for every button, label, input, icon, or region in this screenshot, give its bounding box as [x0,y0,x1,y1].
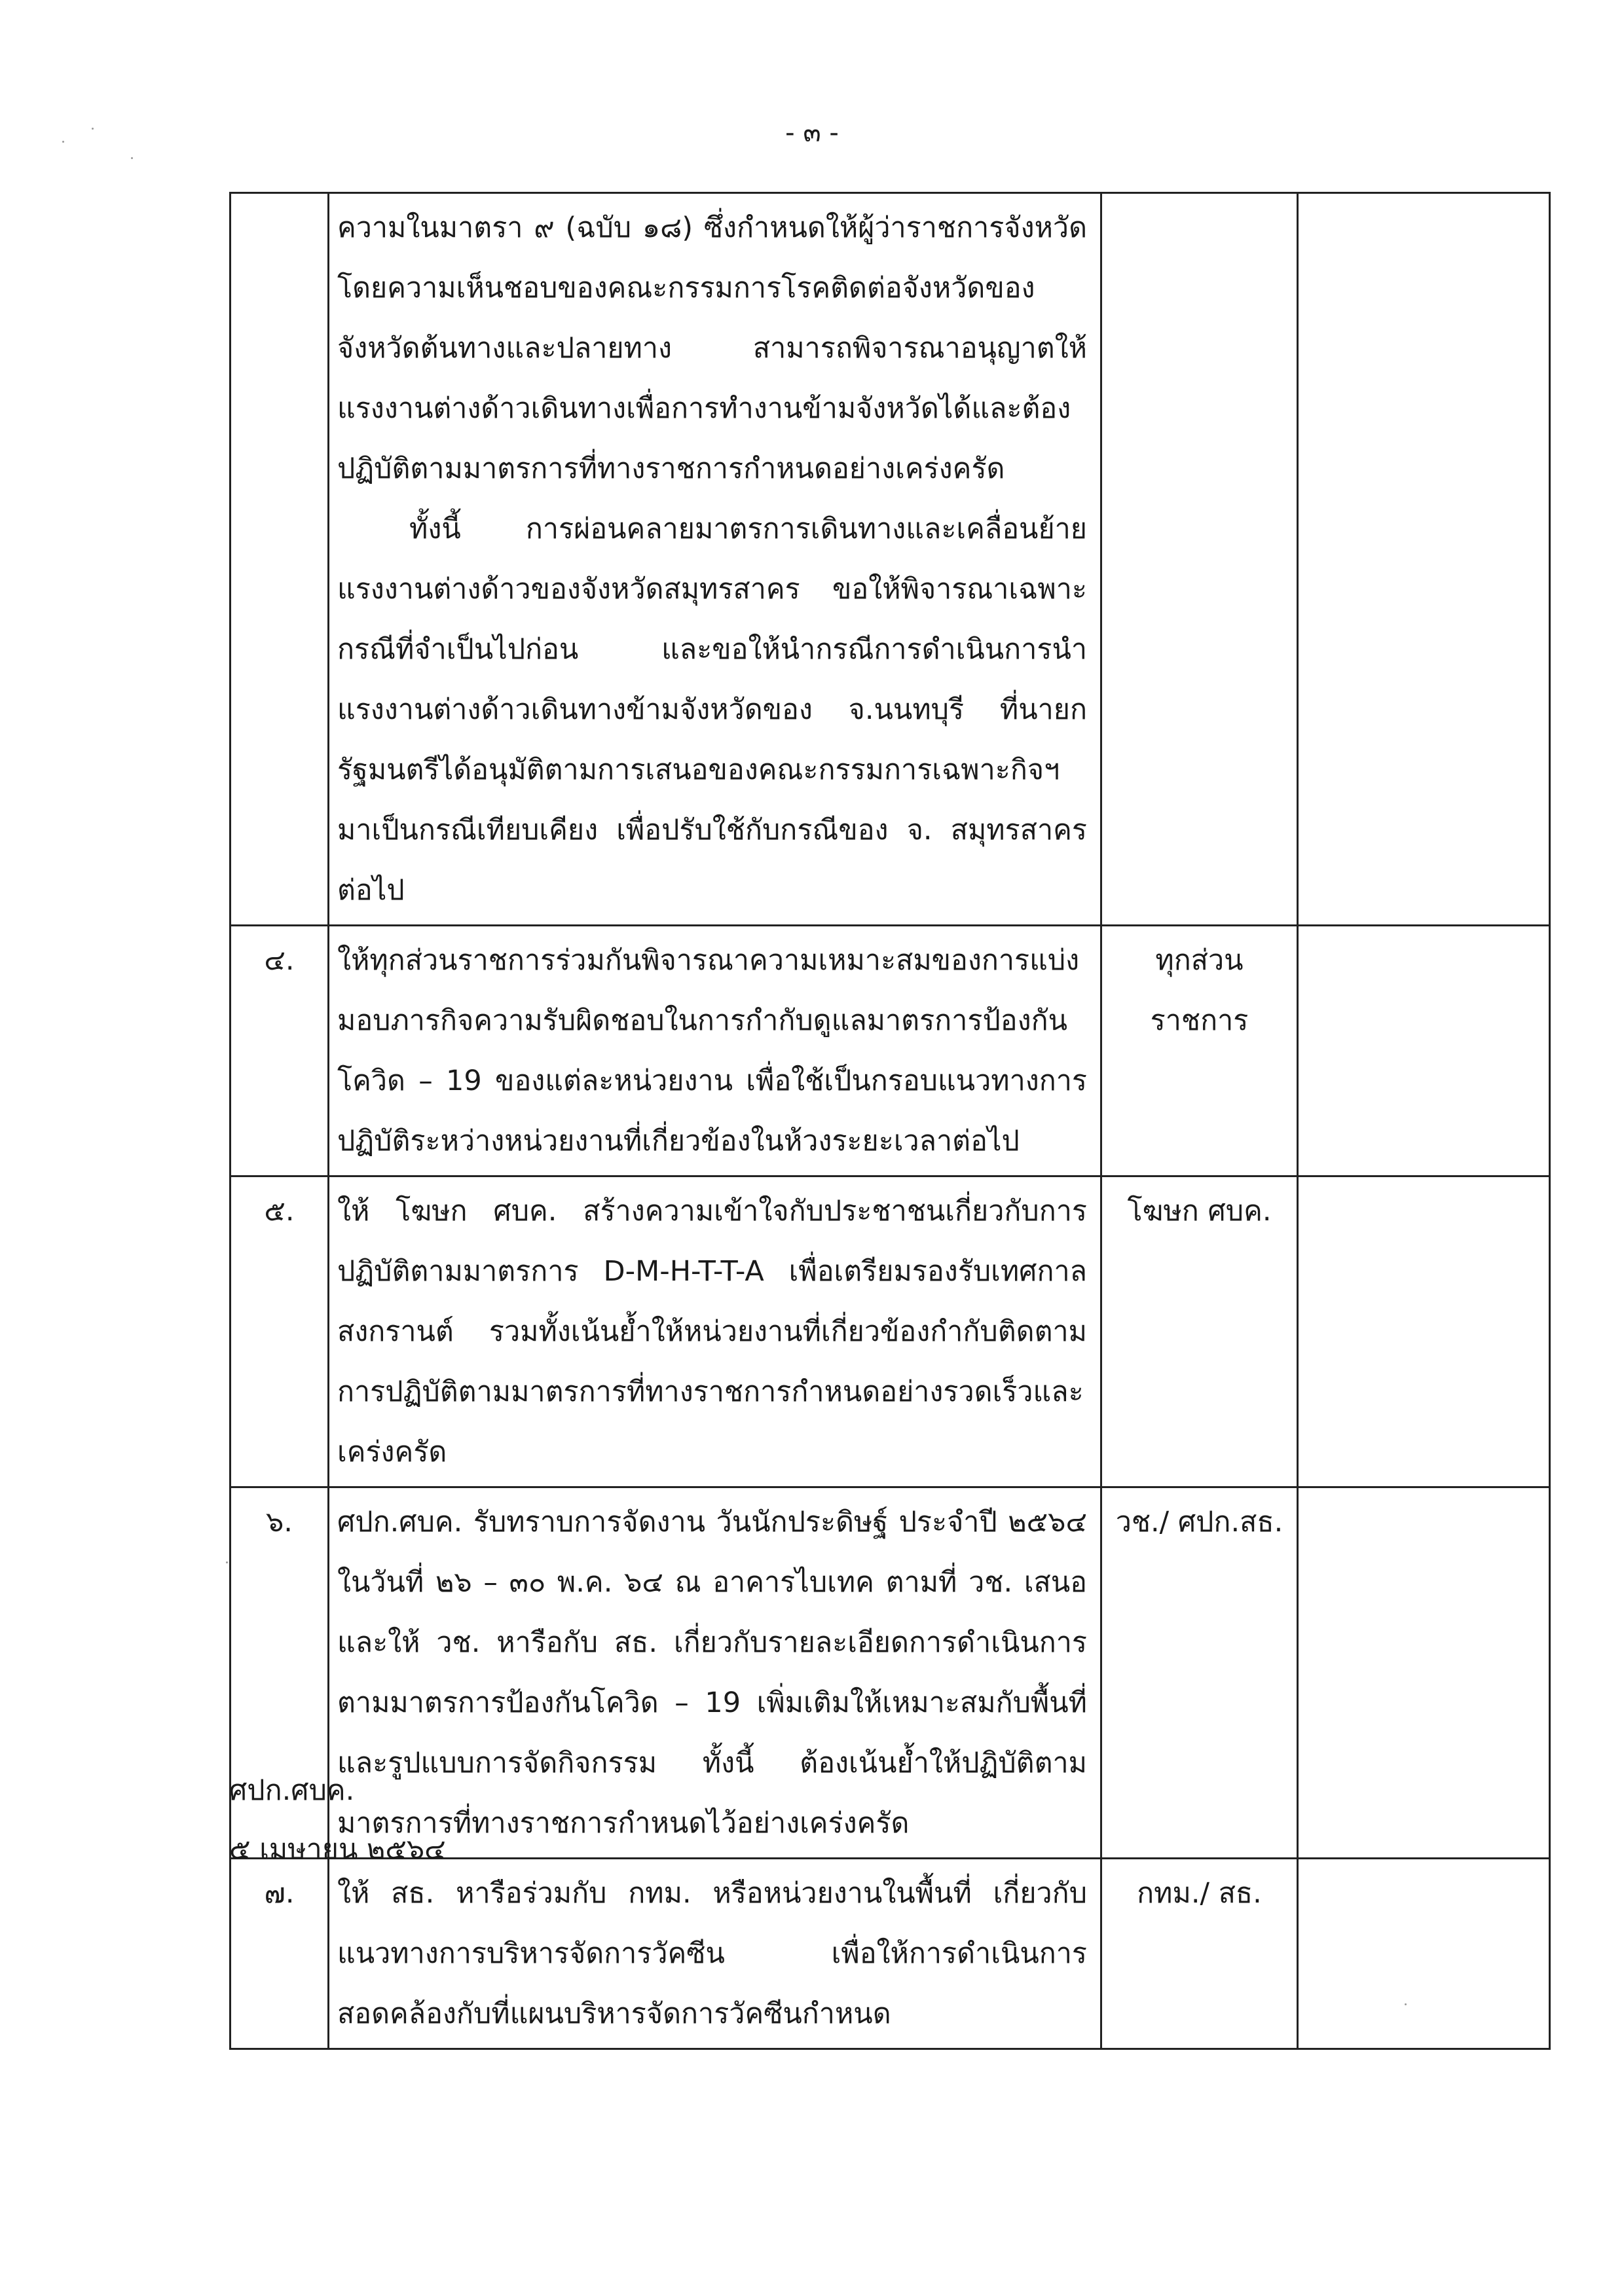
resolution-paragraph: ความในมาตรา ๙ (ฉบับ ๑๘) ซึ่งกำหนดให้ผู้ว่าราชการจังหวัดโดยความเห็นชอบของคณะกรรมการโรคติดต่อจังหวัดของจังหวัดต้นทางและปลายทาง สามารถพิจารณาอนุญาตให้แรงงานต่างด้าวเดินทางเพื่อการทำงานข้ามจังหวัดได้และต้องปฏิบัติตามมาตรการที่ทางราชการกำหนดอย่างเคร่งครัด [337,211,1087,485]
responsible-agency: โฆษก ศบค. [1101,1176,1298,1487]
item-number: ๔. [231,926,329,1176]
item-number: ๕. [231,1176,329,1487]
remarks-cell [1298,926,1550,1176]
remarks-cell [1298,1176,1550,1487]
item-number: ๗. [231,1859,329,2049]
scan-speck [92,128,94,130]
document-date: ๕ เมษายน ๒๕๖๔ [229,1833,446,1866]
remarks-cell [1298,193,1550,926]
resolution-text [329,1176,1101,1487]
resolution-text [329,1859,1101,2049]
signatory: ศปก.ศบค. [229,1774,355,1807]
table-row [231,1859,1550,2049]
scan-speck [131,157,133,159]
table-row [231,193,1550,926]
remarks-cell [1298,1859,1550,2049]
resolution-text [329,1487,1101,1859]
scan-speck [62,141,64,143]
table-row [231,926,1550,1176]
table-row [231,1176,1550,1487]
page-number: - ๓ - [785,118,839,148]
resolution-paragraph: ให้ โฆษก ศบค. สร้างความเข้าใจกับประชาชนเกี่ยวกับการปฏิบัติตามมาตรการ D-M-H-T-T-A เพื่อเตรียมรองรับเทศกาลสงกรานต์ รวมทั้งเน้นย้ำให้หน่วยงานที่เกี่ยวข้องกำกับติดตามการปฏิบัติตามมาตรการที่ทางราชการกำหนดอย่างรวดเร็วและเคร่งครัด [337,1195,1087,1468]
responsible-agency: วช./ ศปก.สธ. [1101,1487,1298,1859]
resolution-paragraph: ให้ทุกส่วนราชการร่วมกันพิจารณาความเหมาะสมของการแบ่งมอบภารกิจความรับผิดชอบในการกำกับดูแลมาตรการป้องกันโควิด – 19 ของแต่ละหน่วยงาน เพื่อใช้เป็นกรอบแนวทางการปฏิบัติระหว่างหน่วยงานที่เกี่ยวข้องในห้วงระยะเวลาต่อไป [337,944,1087,1157]
remarks-cell [1298,1487,1550,1859]
resolution-text [329,193,1101,926]
scan-speck [226,1561,228,1563]
item-number: ๖. [231,1487,329,1859]
item-number [231,193,329,926]
responsible-agency [1101,193,1298,926]
responsible-agency: ทุกส่วน ราชการ [1101,926,1298,1176]
responsible-agency: กทม./ สธ. [1101,1859,1298,2049]
resolution-text [329,926,1101,1176]
resolutions-table [229,192,1551,2050]
resolution-paragraph: ทั้งนี้ การผ่อนคลายมาตรการเดินทางและเคลื่อนย้ายแรงงานต่างด้าวของจังหวัดสมุทรสาคร ขอให้พิจารณาเฉพาะกรณีที่จำเป็นไปก่อน และขอให้นำกรณีการดำเนินการนำแรงงานต่างด้าวเดินทางข้ามจังหวัดของ จ.นนทบุรี ที่นายกรัฐมนตรีได้อนุมัติตามการเสนอของคณะกรรมการเฉพาะกิจฯ มาเป็นกรณีเทียบเคียง เพื่อปรับใช้กับกรณีของ จ. สมุทรสาคร ต่อไป [337,513,1087,907]
resolution-paragraph: ศปก.ศบค. รับทราบการจัดงาน วันนักประดิษฐ์ ประจำปี ๒๕๖๔ ในวันที่ ๒๖ – ๓๐ พ.ค. ๖๔ ณ อาคารไบเทค ตามที่ วช. เสนอ และให้ วช. หารือกับ สธ. เกี่ยวกับรายละเอียดการดำเนินการตามมาตรการป้องกันโควิด – 19 เพิ่มเติมให้เหมาะสมกับพื้นที่และรูปแบบการจัดกิจกรรม ทั้งนี้ ต้องเน้นย้ำให้ปฏิบัติตามมาตรการที่ทางราชการกำหนดไว้อย่างเคร่งครัด [337,1506,1087,1840]
scan-speck [1405,2003,1407,2005]
table-row [231,1487,1550,1859]
resolution-paragraph: ให้ สธ. หารือร่วมกับ กทม. หรือหน่วยงานในพื้นที่ เกี่ยวกับแนวทางการบริหารจัดการวัคซีน เพื่อให้การดำเนินการสอดคล้องกับที่แผนบริหารจัดการวัคซีนกำหนด [337,1877,1087,2030]
